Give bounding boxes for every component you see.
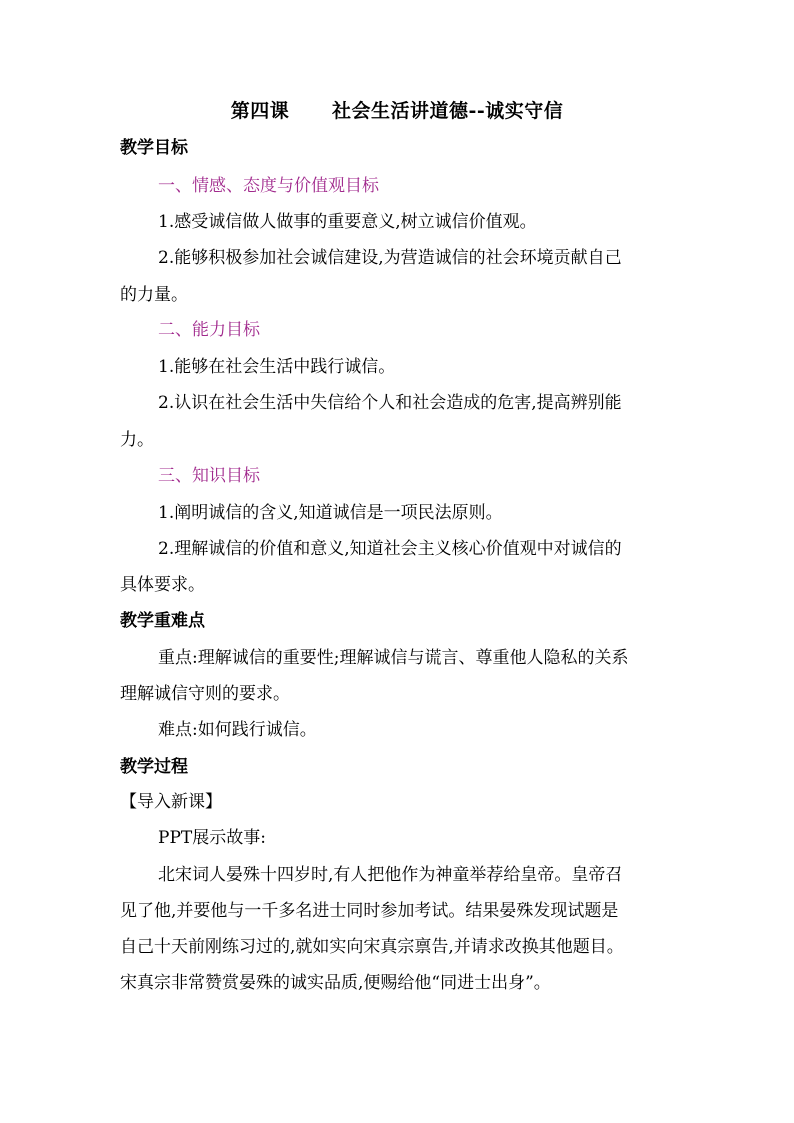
objectives-heading: 教学目标 [120, 138, 188, 158]
page-title: 第四课 社会生活讲道德--诚实守信 [230, 100, 564, 122]
objective-1-item-2-line-1: 2.能够积极参加社会诚信建设,为营造诚信的社会环境贡献自己 [158, 248, 622, 268]
key-point-line-1: 重点:理解诚信的重要性;理解诚信与谎言、尊重他人隐私的关系 [158, 648, 629, 668]
objective-1-item-1: 1.感受诚信做人做事的重要意义,树立诚信价值观。 [158, 212, 537, 232]
intro-heading: 【导入新课】 [120, 792, 222, 812]
difficulty-point: 难点:如何践行诚信。 [158, 720, 317, 740]
process-heading: 教学过程 [120, 757, 188, 777]
story-line-2: 见了他,并要他与一千多名进士同时参加考试。结果晏殊发现试题是 [120, 901, 619, 921]
objective-3-item-2-line-2: 具体要求。 [120, 575, 205, 595]
story-line-4: 宋真宗非常赞赏晏殊的诚实品质,便赐给他“同进士出身”。 [120, 973, 551, 993]
objective-2-item-2-line-1: 2.认识在社会生活中失信给个人和社会造成的危害,提高辨别能 [158, 393, 622, 413]
key-point-line-2: 理解诚信守则的要求。 [120, 684, 290, 704]
objective-3-item-1: 1.阐明诚信的含义,知道诚信是一项民法原则。 [158, 503, 503, 523]
ppt-label: PPT展示故事: [158, 828, 266, 848]
objective-2-item-1: 1.能够在社会生活中践行诚信。 [158, 357, 396, 377]
objective-1-item-2-line-2: 的力量。 [120, 285, 188, 305]
story-line-3: 自己十天前刚练习过的,就如实向宋真宗禀告,并请求改换其他题目。 [120, 937, 624, 957]
key-points-heading: 教学重难点 [120, 611, 205, 631]
objective-1-heading: 一、情感、态度与价值观目标 [158, 176, 379, 196]
objective-2-heading: 二、能力目标 [158, 320, 260, 340]
objective-3-item-2-line-1: 2.理解诚信的价值和意义,知道社会主义核心价值观中对诚信的 [158, 539, 622, 559]
story-line-1: 北宋词人晏殊十四岁时,有人把他作为神童举荐给皇帝。皇帝召 [158, 865, 623, 885]
objective-3-heading: 三、知识目标 [158, 466, 260, 486]
objective-2-item-2-line-2: 力。 [120, 430, 154, 450]
